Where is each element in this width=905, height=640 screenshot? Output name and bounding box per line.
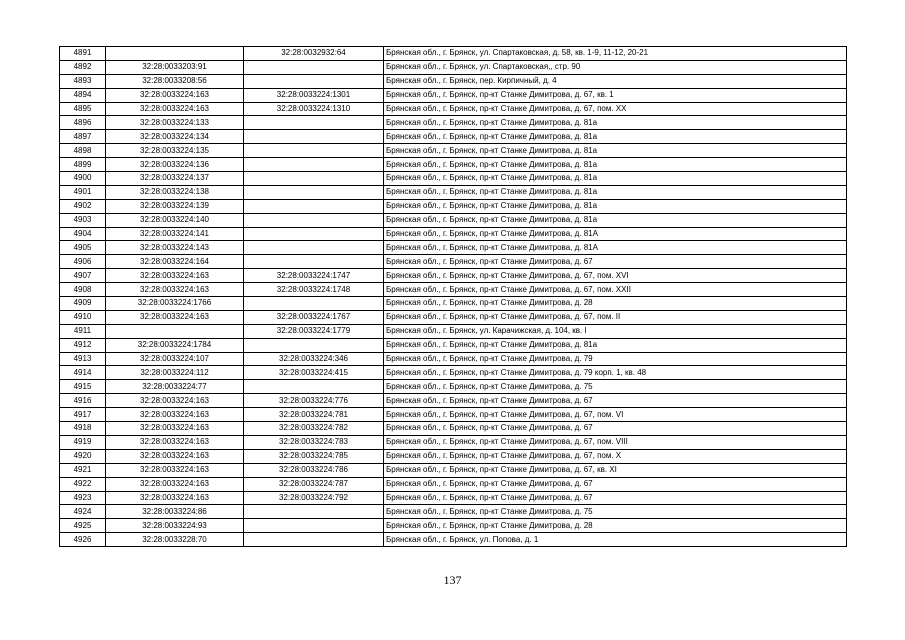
secondary-cadastral-number-cell: 32:28:0032932:64 <box>244 47 384 61</box>
address-cell: Брянская обл., г. Брянск, пр-кт Станке Димитрова, д. 67, пом. XXII <box>384 283 847 297</box>
cadastral-number-cell: 32:28:0033224:164 <box>106 255 244 269</box>
cadastral-number-cell: 32:28:0033224:163 <box>106 449 244 463</box>
address-cell: Брянская обл., г. Брянск, пр-кт Станке Димитрова, д. 81а <box>384 338 847 352</box>
table-row <box>60 241 847 255</box>
table-row <box>60 297 847 311</box>
row-number-cell: 4916 <box>60 394 106 408</box>
row-number-cell: 4910 <box>60 310 106 324</box>
cadastral-number-cell: 32:28:0033224:107 <box>106 352 244 366</box>
address-cell: Брянская обл., г. Брянск, пр-кт Станке Димитрова, д. 67, пом. XX <box>384 102 847 116</box>
address-cell: Брянская обл., г. Брянск, пер. Кирпичный, д. 4 <box>384 74 847 88</box>
table-row <box>60 310 847 324</box>
address-cell: Брянская обл., г. Брянск, ул. Попова, д. 1 <box>384 533 847 547</box>
secondary-cadastral-number-cell <box>244 172 384 186</box>
secondary-cadastral-number-cell: 32:28:0033224:346 <box>244 352 384 366</box>
table-row <box>60 47 847 61</box>
table-row <box>60 144 847 158</box>
table-row <box>60 408 847 422</box>
row-number-cell: 4895 <box>60 102 106 116</box>
secondary-cadastral-number-cell <box>244 297 384 311</box>
secondary-cadastral-number-cell <box>244 380 384 394</box>
address-cell: Брянская обл., г. Брянск, пр-кт Станке Димитрова, д. 67, кв. 1 <box>384 88 847 102</box>
cadastral-number-cell: 32:28:0033224:163 <box>106 477 244 491</box>
row-number-cell: 4906 <box>60 255 106 269</box>
row-number-cell: 4909 <box>60 297 106 311</box>
table-row <box>60 491 847 505</box>
table-row <box>60 422 847 436</box>
secondary-cadastral-number-cell <box>244 116 384 130</box>
row-number-cell: 4911 <box>60 324 106 338</box>
row-number-cell: 4905 <box>60 241 106 255</box>
cadastral-number-cell: 32:28:0033224:138 <box>106 185 244 199</box>
secondary-cadastral-number-cell: 32:28:0033224:1747 <box>244 269 384 283</box>
secondary-cadastral-number-cell: 32:28:0033224:787 <box>244 477 384 491</box>
table-row <box>60 533 847 547</box>
secondary-cadastral-number-cell <box>244 519 384 533</box>
address-cell: Брянская обл., г. Брянск, пр-кт Станке Димитрова, д. 67 <box>384 477 847 491</box>
address-cell: Брянская обл., г. Брянск, пр-кт Станке Димитрова, д. 79 <box>384 352 847 366</box>
cadastral-number-cell: 32:28:0033224:1766 <box>106 297 244 311</box>
cadastral-number-cell: 32:28:0033224:133 <box>106 116 244 130</box>
address-cell: Брянская обл., г. Брянск, пр-кт Станке Димитрова, д. 67, пом. II <box>384 310 847 324</box>
row-number-cell: 4894 <box>60 88 106 102</box>
address-cell: Брянская обл., г. Брянск, ул. Карачижская, д. 104, кв. I <box>384 324 847 338</box>
row-number-cell: 4926 <box>60 533 106 547</box>
secondary-cadastral-number-cell: 32:28:0033224:781 <box>244 408 384 422</box>
cadastral-number-cell: 32:28:0033224:112 <box>106 366 244 380</box>
row-number-cell: 4908 <box>60 283 106 297</box>
secondary-cadastral-number-cell <box>244 338 384 352</box>
secondary-cadastral-number-cell: 32:28:0033224:776 <box>244 394 384 408</box>
table-row <box>60 394 847 408</box>
row-number-cell: 4921 <box>60 463 106 477</box>
address-cell: Брянская обл., г. Брянск, пр-кт Станке Димитрова, д. 81а <box>384 172 847 186</box>
secondary-cadastral-number-cell <box>244 60 384 74</box>
address-cell: Брянская обл., г. Брянск, пр-кт Станке Димитрова, д. 79 корп. 1, кв. 48 <box>384 366 847 380</box>
row-number-cell: 4918 <box>60 422 106 436</box>
table-row <box>60 449 847 463</box>
row-number-cell: 4920 <box>60 449 106 463</box>
secondary-cadastral-number-cell: 32:28:0033224:785 <box>244 449 384 463</box>
secondary-cadastral-number-cell: 32:28:0033224:1310 <box>244 102 384 116</box>
table-row <box>60 366 847 380</box>
row-number-cell: 4902 <box>60 199 106 213</box>
row-number-cell: 4907 <box>60 269 106 283</box>
address-cell: Брянская обл., г. Брянск, ул. Спартаковская,, стр. 90 <box>384 60 847 74</box>
table-row <box>60 88 847 102</box>
address-cell: Брянская обл., г. Брянск, пр-кт Станке Димитрова, д. 81А <box>384 227 847 241</box>
secondary-cadastral-number-cell <box>244 199 384 213</box>
address-cell: Брянская обл., г. Брянск, пр-кт Станке Димитрова, д. 81а <box>384 199 847 213</box>
row-number-cell: 4901 <box>60 185 106 199</box>
secondary-cadastral-number-cell: 32:28:0033224:1767 <box>244 310 384 324</box>
cadastral-number-cell: 32:28:0033224:163 <box>106 310 244 324</box>
row-number-cell: 4900 <box>60 172 106 186</box>
cadastral-number-cell: 32:28:0033224:163 <box>106 394 244 408</box>
table-row <box>60 505 847 519</box>
secondary-cadastral-number-cell: 32:28:0033224:783 <box>244 435 384 449</box>
address-cell: Брянская обл., г. Брянск, пр-кт Станке Димитрова, д. 75 <box>384 505 847 519</box>
address-cell: Брянская обл., г. Брянск, пр-кт Станке Димитрова, д. 67, кв. XI <box>384 463 847 477</box>
address-cell: Брянская обл., г. Брянск, пр-кт Станке Димитрова, д. 67 <box>384 255 847 269</box>
cadastral-number-cell: 32:28:0033224:163 <box>106 422 244 436</box>
address-cell: Брянская обл., г. Брянск, пр-кт Станке Димитрова, д. 81а <box>384 130 847 144</box>
table-row <box>60 185 847 199</box>
row-number-cell: 4912 <box>60 338 106 352</box>
secondary-cadastral-number-cell: 32:28:0033224:786 <box>244 463 384 477</box>
table-row <box>60 519 847 533</box>
cadastral-number-cell: 32:28:0033224:163 <box>106 435 244 449</box>
row-number-cell: 4924 <box>60 505 106 519</box>
table-row <box>60 352 847 366</box>
cadastral-number-cell: 32:28:0033224:163 <box>106 88 244 102</box>
table-row <box>60 255 847 269</box>
secondary-cadastral-number-cell: 32:28:0033224:415 <box>244 366 384 380</box>
address-cell: Брянская обл., г. Брянск, пр-кт Станке Димитрова, д. 81а <box>384 185 847 199</box>
secondary-cadastral-number-cell: 32:28:0033224:1748 <box>244 283 384 297</box>
table-row <box>60 380 847 394</box>
row-number-cell: 4891 <box>60 47 106 61</box>
row-number-cell: 4925 <box>60 519 106 533</box>
table-row <box>60 172 847 186</box>
cadastral-number-cell: 32:28:0033224:141 <box>106 227 244 241</box>
secondary-cadastral-number-cell <box>244 158 384 172</box>
table-row <box>60 199 847 213</box>
secondary-cadastral-number-cell <box>244 227 384 241</box>
cadastral-number-cell <box>106 324 244 338</box>
address-cell: Брянская обл., г. Брянск, пр-кт Станке Димитрова, д. 67, пом. XVI <box>384 269 847 283</box>
table-row <box>60 435 847 449</box>
table-row <box>60 338 847 352</box>
secondary-cadastral-number-cell: 32:28:0033224:792 <box>244 491 384 505</box>
secondary-cadastral-number-cell <box>244 130 384 144</box>
secondary-cadastral-number-cell <box>244 213 384 227</box>
address-cell: Брянская обл., г. Брянск, пр-кт Станке Димитрова, д. 67, пом. VI <box>384 408 847 422</box>
cadastral-number-cell: 32:28:0033224:137 <box>106 172 244 186</box>
table-row <box>60 116 847 130</box>
secondary-cadastral-number-cell: 32:28:0033224:1779 <box>244 324 384 338</box>
table-row <box>60 130 847 144</box>
row-number-cell: 4917 <box>60 408 106 422</box>
secondary-cadastral-number-cell <box>244 74 384 88</box>
cadastral-number-cell: 32:28:0033224:140 <box>106 213 244 227</box>
page-number: 137 <box>443 573 462 587</box>
cadastral-number-cell: 32:28:0033224:163 <box>106 463 244 477</box>
cadastral-number-cell: 32:28:0033208:56 <box>106 74 244 88</box>
address-cell: Брянская обл., г. Брянск, пр-кт Станке Димитрова, д. 81а <box>384 158 847 172</box>
table-row <box>60 477 847 491</box>
cadastral-number-cell: 32:28:0033224:163 <box>106 102 244 116</box>
address-cell: Брянская обл., г. Брянск, пр-кт Станке Димитрова, д. 67, пом. X <box>384 449 847 463</box>
address-cell: Брянская обл., г. Брянск, пр-кт Станке Димитрова, д. 81а <box>384 144 847 158</box>
cadastral-number-cell: 32:28:0033224:163 <box>106 283 244 297</box>
cadastral-number-cell: 32:28:0033224:163 <box>106 269 244 283</box>
table-row <box>60 74 847 88</box>
row-number-cell: 4923 <box>60 491 106 505</box>
secondary-cadastral-number-cell <box>244 533 384 547</box>
row-number-cell: 4919 <box>60 435 106 449</box>
row-number-cell: 4922 <box>60 477 106 491</box>
cadastral-number-cell: 32:28:0033224:77 <box>106 380 244 394</box>
table-row <box>60 283 847 297</box>
secondary-cadastral-number-cell <box>244 144 384 158</box>
secondary-cadastral-number-cell <box>244 185 384 199</box>
secondary-cadastral-number-cell <box>244 241 384 255</box>
table-row <box>60 227 847 241</box>
table-row <box>60 158 847 172</box>
row-number-cell: 4896 <box>60 116 106 130</box>
property-registry-table <box>59 46 847 547</box>
row-number-cell: 4893 <box>60 74 106 88</box>
address-cell: Брянская обл., г. Брянск, пр-кт Станке Димитрова, д. 81а <box>384 116 847 130</box>
cadastral-number-cell <box>106 47 244 61</box>
table-row <box>60 213 847 227</box>
row-number-cell: 4914 <box>60 366 106 380</box>
row-number-cell: 4898 <box>60 144 106 158</box>
address-cell: Брянская обл., г. Брянск, пр-кт Станке Димитрова, д. 28 <box>384 297 847 311</box>
secondary-cadastral-number-cell <box>244 255 384 269</box>
secondary-cadastral-number-cell: 32:28:0033224:1301 <box>244 88 384 102</box>
table-row <box>60 324 847 338</box>
row-number-cell: 4915 <box>60 380 106 394</box>
address-cell: Брянская обл., г. Брянск, ул. Спартаковская, д. 58, кв. 1-9, 11-12, 20-21 <box>384 47 847 61</box>
table-row <box>60 269 847 283</box>
secondary-cadastral-number-cell: 32:28:0033224:782 <box>244 422 384 436</box>
cadastral-number-cell: 32:28:0033224:135 <box>106 144 244 158</box>
registry-table-body <box>60 47 847 547</box>
address-cell: Брянская обл., г. Брянск, пр-кт Станке Димитрова, д. 81А <box>384 241 847 255</box>
address-cell: Брянская обл., г. Брянск, пр-кт Станке Димитрова, д. 75 <box>384 380 847 394</box>
cadastral-number-cell: 32:28:0033224:1784 <box>106 338 244 352</box>
address-cell: Брянская обл., г. Брянск, пр-кт Станке Димитрова, д. 67, пом. VIII <box>384 435 847 449</box>
row-number-cell: 4897 <box>60 130 106 144</box>
address-cell: Брянская обл., г. Брянск, пр-кт Станке Димитрова, д. 28 <box>384 519 847 533</box>
cadastral-number-cell: 32:28:0033224:139 <box>106 199 244 213</box>
cadastral-number-cell: 32:28:0033224:93 <box>106 519 244 533</box>
address-cell: Брянская обл., г. Брянск, пр-кт Станке Димитрова, д. 67 <box>384 491 847 505</box>
address-cell: Брянская обл., г. Брянск, пр-кт Станке Димитрова, д. 81а <box>384 213 847 227</box>
cadastral-number-cell: 32:28:0033203:91 <box>106 60 244 74</box>
row-number-cell: 4913 <box>60 352 106 366</box>
cadastral-number-cell: 32:28:0033224:134 <box>106 130 244 144</box>
row-number-cell: 4892 <box>60 60 106 74</box>
cadastral-number-cell: 32:28:0033224:163 <box>106 491 244 505</box>
address-cell: Брянская обл., г. Брянск, пр-кт Станке Димитрова, д. 67 <box>384 422 847 436</box>
address-cell: Брянская обл., г. Брянск, пр-кт Станке Димитрова, д. 67 <box>384 394 847 408</box>
cadastral-number-cell: 32:28:0033224:143 <box>106 241 244 255</box>
row-number-cell: 4904 <box>60 227 106 241</box>
cadastral-number-cell: 32:28:0033224:86 <box>106 505 244 519</box>
table-row <box>60 463 847 477</box>
cadastral-number-cell: 32:28:0033228:70 <box>106 533 244 547</box>
cadastral-number-cell: 32:28:0033224:136 <box>106 158 244 172</box>
table-row <box>60 60 847 74</box>
secondary-cadastral-number-cell <box>244 505 384 519</box>
table-row <box>60 102 847 116</box>
row-number-cell: 4903 <box>60 213 106 227</box>
cadastral-number-cell: 32:28:0033224:163 <box>106 408 244 422</box>
row-number-cell: 4899 <box>60 158 106 172</box>
